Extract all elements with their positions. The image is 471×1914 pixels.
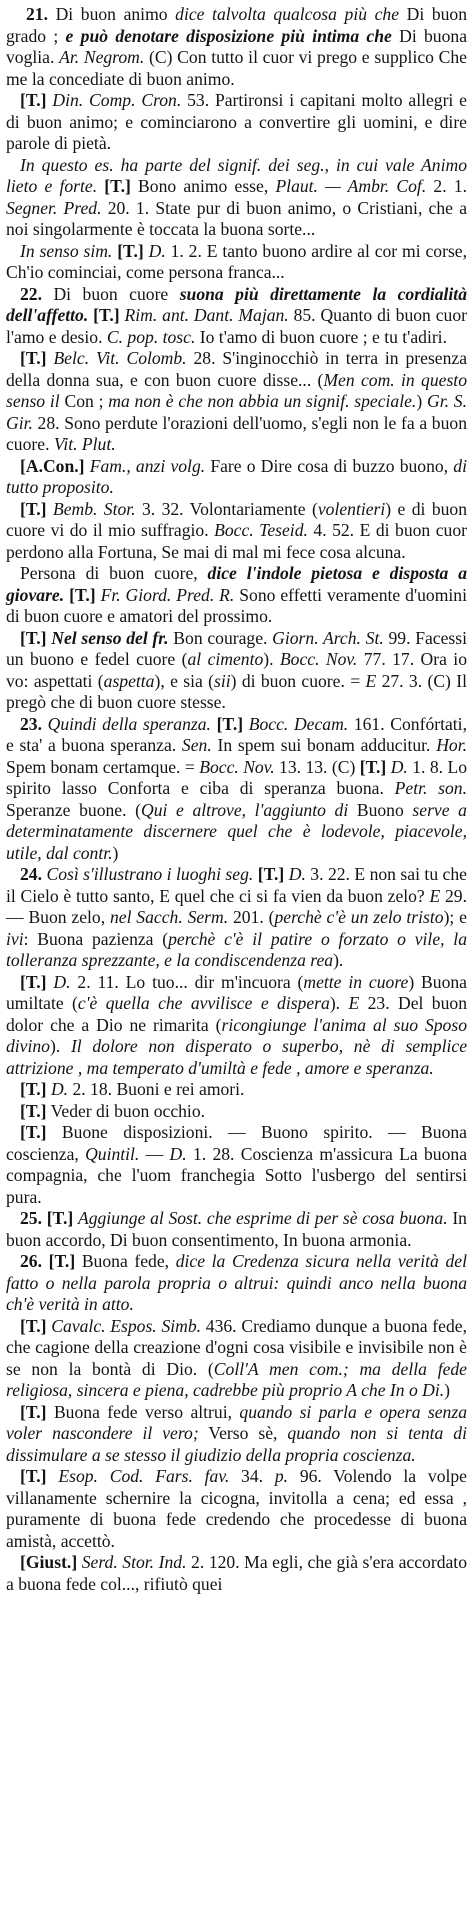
entry-paragraph xyxy=(6,1466,467,1552)
italic-text: ma non è che non abbia un signif. speciale. xyxy=(108,391,417,411)
entry-text: 27. 3. (C) Il pregò che di buon cuore stesse. xyxy=(6,670,468,712)
entry-paragraph xyxy=(6,155,467,241)
entry-text: 201. ( xyxy=(228,907,275,927)
italic-text: Hor. xyxy=(436,735,468,755)
italic-text: E xyxy=(348,993,360,1013)
entry-paragraph xyxy=(6,456,467,499)
entry-text: 29. — Buon zelo, xyxy=(6,885,467,927)
source-tag: [T.] xyxy=(93,305,120,325)
entry-paragraph xyxy=(6,1402,467,1467)
entry-text: Bono animo esse, xyxy=(130,176,276,196)
entry-text: 4. 52. E di buon cuor perdono alla Fortuna, Se mai di mal mi fece cosa alcuna. xyxy=(6,520,467,562)
italic-text: Giorn. Arch. St. xyxy=(272,627,384,648)
italic-text: c'è quella che avvilisce e dispera xyxy=(77,993,330,1013)
entry-text: Verso sè, xyxy=(198,1423,288,1443)
entry-text: Sono effetti veramente d'uomini di buon cuore e amatori del prossimo. xyxy=(6,584,467,626)
entry-text: Speranze buone. ( xyxy=(6,799,141,820)
italic-text: Quintil. xyxy=(85,1143,140,1164)
source-tag: [T.] xyxy=(359,756,387,777)
entry-text: : Buona pazienza ( xyxy=(23,928,169,949)
entry-text: ) Buona umiltate ( xyxy=(6,971,467,1013)
italic-text: Aggiunge al Sost. che esprime di per sè cosa buona. xyxy=(77,1208,448,1228)
italic-text: Cavalc. Espos. Simb. xyxy=(51,1315,202,1336)
italic-text: Bemb. Stor. xyxy=(52,498,136,519)
italic-text: sii xyxy=(214,670,231,691)
entry-text: ); e xyxy=(443,907,467,927)
italic-text: D. xyxy=(390,756,408,777)
italic-text: Bocc. Nov. xyxy=(279,649,358,669)
entry-text: Bon courage. xyxy=(168,627,273,648)
entry-text: 2. 1. xyxy=(426,176,468,196)
source-tag: [T.] xyxy=(69,584,96,605)
entry-text: ). xyxy=(333,950,344,970)
entry-number: 25. xyxy=(20,1208,42,1228)
entry-number: 22. xyxy=(20,283,42,304)
entry-text: 28. Sono perdute l'orazioni dell'uomo, s'egli non le fa a buon cuore. xyxy=(6,412,467,454)
italic-text: Ar. Negrom. xyxy=(59,47,145,67)
source-tag: [T.] xyxy=(20,498,47,519)
entry-text: Fare o Dire cosa di buzzo buono, xyxy=(205,455,454,476)
source-tag: [T.] xyxy=(20,627,47,648)
entry-text: Di buon animo xyxy=(48,4,176,24)
italic-text: ivi xyxy=(6,928,24,949)
source-tag: [T.] xyxy=(20,1122,47,1142)
italic-text: D. xyxy=(169,1143,187,1164)
italic-text: Bocc. Decam. xyxy=(248,713,349,734)
entry-text: ) e di buon cuore vi do il mio suffragio. xyxy=(6,498,468,540)
entry-paragraph xyxy=(6,563,467,628)
entry-text xyxy=(47,1466,59,1486)
entry-text: 20. 1. State pur di buon animo, o Cristiani, che a noi singolarmente è toccata la buona sorte... xyxy=(6,197,468,239)
source-tag: [T.] xyxy=(104,176,131,196)
italic-text: dice l'indole pietosa e disposta a giovare. xyxy=(6,563,468,605)
source-tag: [A.Con.] xyxy=(20,455,85,476)
entry-text: ) di buon cuore. = xyxy=(230,670,366,691)
entry-text: 2. 18. Buoni e rei amori. xyxy=(68,1079,245,1099)
entry-text: Buono xyxy=(348,799,413,820)
entry-paragraph xyxy=(6,1101,467,1123)
italic-text: C. pop. tosc. xyxy=(106,326,196,347)
source-tag: [T.] xyxy=(48,1251,76,1271)
italic-text: D. xyxy=(53,971,71,992)
italic-text: Rim. ant. Dant. Majan. xyxy=(124,305,289,325)
italic-text: ricongiunge l'anima al suo Sposo divino xyxy=(6,1014,467,1056)
entry-text: ), e sia ( xyxy=(154,670,214,691)
entry-paragraph xyxy=(6,1552,467,1595)
italic-text: e può denotare disposizione più intima che xyxy=(65,25,392,46)
source-tag: [T.] xyxy=(20,1079,47,1099)
entry-text: Di buon cuore xyxy=(42,283,180,304)
entry-paragraph xyxy=(6,628,467,714)
italic-text: Esop. Cod. Fars. fav. xyxy=(58,1466,230,1486)
entry-paragraph xyxy=(6,1251,467,1316)
entry-text: ). xyxy=(49,1036,71,1056)
entry-paragraph xyxy=(6,499,467,564)
italic-text: serve a determinatamente discernere quel che è lodevole, piacevole, utile, dal contr. xyxy=(6,799,467,863)
italic-text: Plaut. — Ambr. Cof. xyxy=(275,176,427,196)
entry-number: 21. xyxy=(26,4,48,24)
source-tag: [T.] xyxy=(117,240,144,261)
entry-paragraph xyxy=(6,1208,467,1251)
entry-text: 3. 22. E non sai tu che il Cielo è tutto santo, E quel che ci si fa vien da buon zelo? xyxy=(6,864,467,906)
italic-text: p. xyxy=(274,1466,289,1486)
entry-text: 77. 17. Ora io vo: aspettati ( xyxy=(6,649,467,691)
entry-text: 28. S'inginocchiò in terra in presenza della donna sua, e con buon cuore disse... ( xyxy=(6,348,468,390)
source-tag: [T.] xyxy=(20,1315,47,1336)
entry-paragraph xyxy=(6,972,467,1080)
italic-text: Qui e altrove, l'aggiunto di xyxy=(141,799,349,820)
entry-text xyxy=(42,1251,49,1271)
entry-text: Buona fede, xyxy=(75,1251,176,1271)
italic-text: quando non si tenta di dissimulare a se stesso il giudizio della propria coscienza. xyxy=(6,1423,467,1465)
entry-paragraph xyxy=(6,1079,467,1101)
italic-text: perchè c'è il patire o forzato o vile, la tolleranza sprezzante, e la condiscendenza rea xyxy=(6,928,467,970)
entry-paragraph xyxy=(6,241,467,284)
italic-text: dice talvolta qualcosa più che xyxy=(175,4,400,24)
entry-text: In spem sui bonam adducitur. xyxy=(211,735,437,755)
entry-text: Di buon grado ; xyxy=(6,4,468,46)
source-tag: [T.] xyxy=(20,971,47,992)
source-tag: [T.] xyxy=(46,1208,74,1228)
italic-text: E xyxy=(365,670,377,691)
italic-text: Belc. Vit. Colomb. xyxy=(53,348,187,368)
entry-paragraph xyxy=(6,1316,467,1402)
entry-text: ) xyxy=(416,391,427,411)
italic-text: Coll'A men com.; ma della fede religiosa, sincera e piena, cadrebbe più proprio A che In o Di. xyxy=(6,1358,467,1400)
entry-text: Buona fede verso altrui, xyxy=(46,1401,240,1422)
italic-text: suona più direttamente la cordialità dell'affetto. xyxy=(6,283,467,325)
source-tag: [Giust.] xyxy=(20,1552,78,1572)
entry-text: 1. 2. E tanto buono ardire al cor mi corse, Ch'io cominciai, come persona franca... xyxy=(6,240,467,282)
entry-paragraph xyxy=(6,90,467,155)
entry-number: 23. xyxy=(20,713,42,734)
italic-text: E xyxy=(429,885,441,906)
italic-text: Vit. Plut. xyxy=(53,434,116,454)
entry-text: 99. Facessi un buono e fedel cuore ( xyxy=(6,627,467,669)
entry-text: 53. Partironsi i capitani molto allegri e di buon animo; e cominciarono a convertire gli uomini, e dire parole di pietà. xyxy=(6,90,467,153)
source-tag: [T.] xyxy=(20,1100,47,1121)
italic-text: Fr. Giord. Pred. R. xyxy=(100,584,235,605)
entry-text: 3. 32. Volontariamente ( xyxy=(135,498,318,519)
entry-paragraph xyxy=(6,4,467,90)
entry-text: 85. Quanto di buon cuor l'amo e desio. xyxy=(6,305,467,347)
entry-text: 161. Confórtati, e sta' a buona speranza. xyxy=(6,713,467,755)
italic-text: In questo es. ha parte del signif. dei seg., in cui vale Animo lieto e forte. xyxy=(6,154,467,196)
italic-text: Segner. Pred. xyxy=(6,197,102,218)
italic-text: al cimento xyxy=(187,649,264,669)
italic-text: volentieri xyxy=(317,498,386,519)
italic-text: Nel senso del fr. xyxy=(51,627,169,648)
italic-text: aspetta xyxy=(103,670,155,691)
italic-text: Bocc. Teseid. xyxy=(214,520,308,540)
entry-text: Spem bonam certamque. = xyxy=(6,756,200,777)
italic-text: Bocc. Nov. xyxy=(199,756,275,777)
italic-text: In senso sim. xyxy=(20,240,113,261)
entry-paragraph xyxy=(6,864,467,972)
entry-text: 13. 13. (C) xyxy=(274,756,360,777)
italic-text: Gr. S. Gir. xyxy=(6,391,467,433)
entry-paragraph xyxy=(6,714,467,865)
italic-text: mette in cuore xyxy=(303,971,409,992)
italic-text: D. xyxy=(288,864,306,884)
entry-text: ). xyxy=(263,649,280,669)
entry-text: — xyxy=(139,1143,170,1164)
entry-text: ) xyxy=(112,842,119,863)
entry-text: ) xyxy=(444,1380,451,1400)
italic-text: di tutto proposito. xyxy=(6,455,467,497)
entry-paragraph xyxy=(6,348,467,456)
italic-text: dice la Credenza sicura nella verità del fatto o nella parola propria o altrui: quindi anco nella buona ch'è verità in atto. xyxy=(6,1251,467,1314)
italic-text: Fam., anzi volg. xyxy=(89,455,206,476)
entry-text: Io t'amo di buon cuore ; e tu t'adiri. xyxy=(195,326,447,347)
italic-text: D. xyxy=(50,1079,69,1099)
source-tag: [T.] xyxy=(257,864,285,884)
entry-text: ). xyxy=(329,993,349,1013)
source-tag: [T.] xyxy=(216,713,244,734)
italic-text: Così s'illustrano i luoghi seg. xyxy=(46,864,254,884)
italic-text: Quindi della speranza. xyxy=(47,713,211,734)
entry-text: Buone disposizioni. — Buono spirito. — Buona coscienza, xyxy=(6,1122,467,1164)
italic-text: Sen. xyxy=(181,735,212,755)
entry-text: Di buona voglia. xyxy=(6,25,468,67)
entry-text: Con ; xyxy=(59,391,109,411)
entry-text: 2. 120. Ma egli, che già s'era accordato a buona fede col..., rifiutò quei xyxy=(6,1552,467,1594)
entry-text: 96. Volendo la volpe villanamente schernire la cicogna, invitolla a cena; ed essa , puramente di buona fede credendo che procedesse di buona amistà, accettò. xyxy=(6,1466,467,1551)
italic-text: quando si parla e opera senza voler nascondere il vero; xyxy=(6,1401,467,1443)
entry-text: Veder di buon occhio. xyxy=(46,1100,206,1121)
entry-text: In buon accordo, Di buon consentimento, In buona armonia. xyxy=(6,1208,467,1250)
italic-text: Men com. in questo senso il xyxy=(6,369,467,411)
entry-paragraph xyxy=(6,1122,467,1208)
entry-text: 34. xyxy=(229,1466,275,1486)
entry-text: 1. 28. Coscienza m'assicura La buona compagnia, che l'uom franchegia Sotto l'usbergo del sentirsi pura. xyxy=(6,1143,468,1207)
italic-text: D. xyxy=(148,240,166,261)
entry-paragraph xyxy=(6,284,467,349)
entry-text: 23. Del buon dolor che a Dio ne rimarita ( xyxy=(6,993,467,1035)
italic-text: Serd. Stor. Ind. xyxy=(81,1552,187,1572)
italic-text: Din. Comp. Cron. xyxy=(52,90,182,110)
entry-text: (C) Con tutto il cuor vi prego e supplico Che me la concediate di buon animo. xyxy=(6,47,467,89)
entry-text: Persona di buon cuore, xyxy=(20,563,208,583)
italic-text: nel Sacch. Serm. xyxy=(109,907,229,927)
source-tag: [T.] xyxy=(20,1466,47,1486)
italic-text: perchè c'è un zelo tristo xyxy=(274,907,444,927)
italic-text: Petr. son. xyxy=(394,778,467,798)
entry-text: 1. 8. Lo spirito lasso Conforta e ciba di speranza buona. xyxy=(6,756,468,798)
italic-text: Il dolore non disperato o superbo, nè di semplice attrizione , ma temperato d'umiltà e fede , amore e speranza. xyxy=(6,1036,468,1078)
source-tag: [T.] xyxy=(20,348,47,368)
source-tag: [T.] xyxy=(20,90,47,110)
entry-number: 24. xyxy=(20,864,42,884)
source-tag: [T.] xyxy=(20,1401,47,1422)
entry-number: 26. xyxy=(20,1251,42,1271)
entry-text: 2. 11. Lo tuo... dir m'incuora ( xyxy=(70,971,304,992)
entry-text: 436. Crediamo dunque a buona fede, che cagione della creazione d'ogni cosa visibile e invisibile non è se non la bontà di Dio. ( xyxy=(6,1315,467,1379)
